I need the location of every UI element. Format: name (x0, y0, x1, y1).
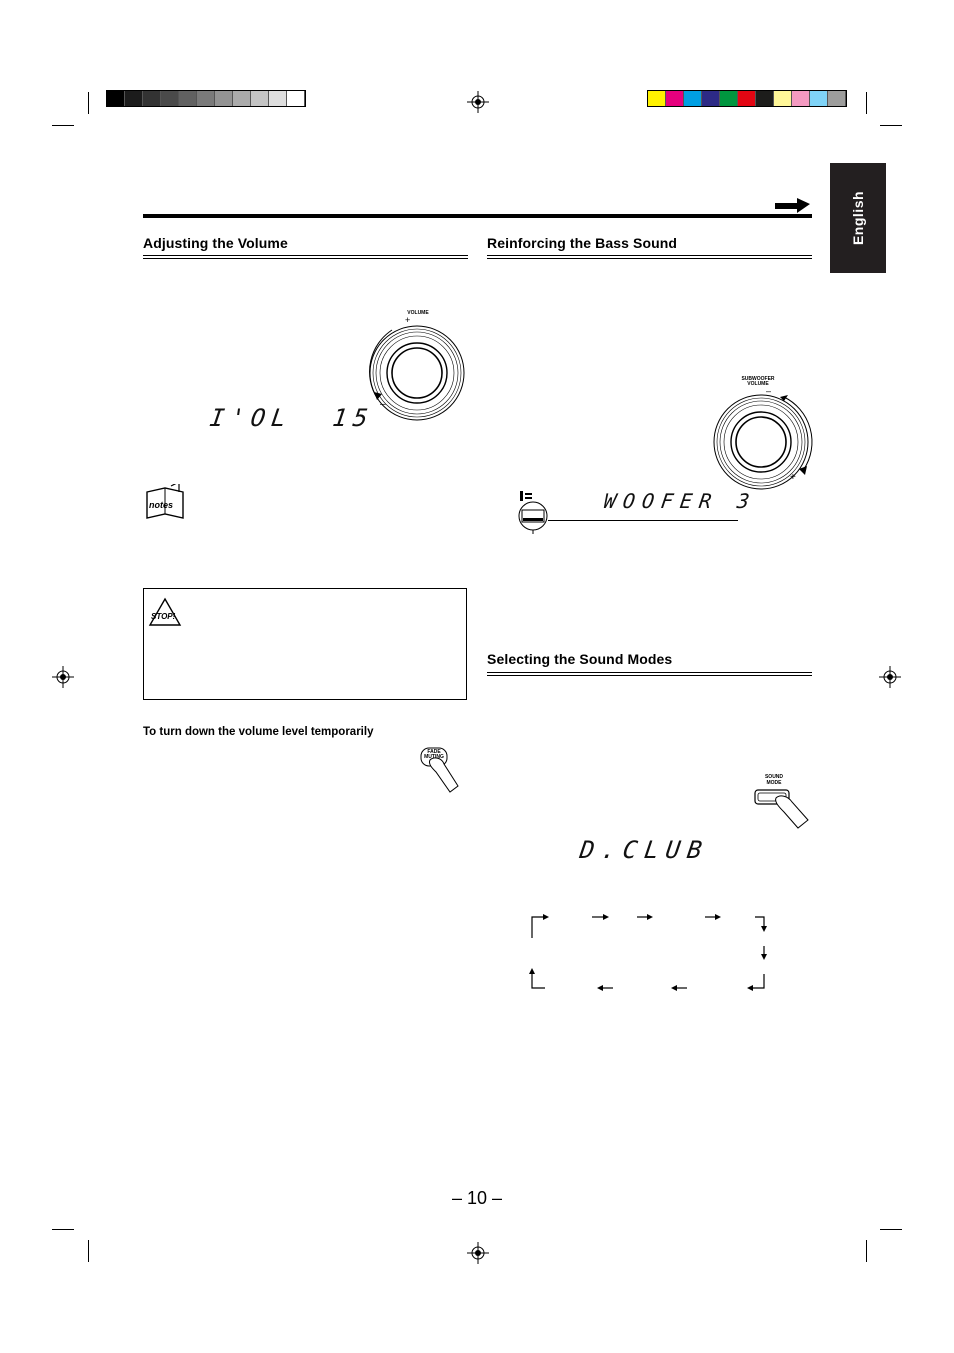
crop-mark (880, 125, 902, 126)
color-swatch (756, 91, 774, 106)
volume-heading: Adjusting the Volume (143, 235, 288, 251)
registration-target-icon (879, 666, 901, 688)
process-color-bar (647, 90, 847, 107)
mode-label: MODE (766, 780, 782, 786)
color-swatch (702, 91, 720, 106)
fade-label: FADE (427, 749, 441, 755)
page-number: – 10 – (451, 1188, 503, 1208)
color-swatch (684, 91, 702, 106)
color-swatch (810, 91, 828, 106)
crop-mark (866, 1240, 867, 1262)
sound-mode-heading: Selecting the Sound Modes (487, 651, 673, 667)
registration-target-icon (52, 666, 74, 688)
stop-icon-label: STOP! (151, 612, 176, 621)
temporary-volume-heading: To turn down the volume level temporarily (143, 726, 374, 738)
volume-minus-label: – (380, 399, 386, 410)
top-rule (143, 214, 812, 218)
section-rule (143, 255, 468, 259)
gray-swatch (215, 91, 233, 106)
gray-swatch (179, 91, 197, 106)
crop-mark (880, 1229, 902, 1230)
gray-swatch (251, 91, 269, 106)
language-tab (830, 163, 886, 273)
sound-mode-display: D.CLUB (578, 836, 711, 864)
sound-label: SOUND (764, 774, 784, 780)
subwoofer-minus-label: – (766, 386, 772, 396)
gray-swatch (287, 91, 305, 106)
subwoofer-volume-knob[interactable] (706, 387, 816, 497)
muting-label: MUTING (424, 754, 444, 760)
crop-mark (866, 92, 867, 114)
language-tab-label: English (850, 190, 866, 246)
volume-display: I'OL 15 (208, 404, 376, 432)
volume-knob-label: VOLUME (407, 310, 429, 316)
color-swatch (720, 91, 738, 106)
crop-mark (52, 125, 74, 126)
section-rule (487, 255, 812, 259)
subwoofer-plus-label: + (790, 472, 796, 483)
section-rule (487, 672, 812, 676)
warning-box (143, 588, 467, 700)
registration-target-icon (467, 91, 489, 113)
registration-target-icon (467, 1242, 489, 1264)
notes-icon-label: notes (149, 500, 174, 510)
crop-mark (88, 92, 89, 114)
gray-scale-bar (106, 90, 306, 107)
gray-swatch (161, 91, 179, 106)
bass-heading: Reinforcing the Bass Sound (487, 235, 678, 251)
subwoofer-label: SUBWOOFER (741, 376, 775, 382)
color-swatch (774, 91, 792, 106)
display-indicator-icon (517, 490, 551, 534)
subwoofer-volume-label: VOLUME (747, 381, 769, 387)
gray-swatch (107, 91, 125, 106)
woofer-display: WOOFER 3 (602, 489, 759, 513)
gray-swatch (269, 91, 287, 106)
crop-mark (52, 1229, 74, 1230)
crop-mark (88, 1240, 89, 1262)
color-swatch (666, 91, 684, 106)
volume-knob[interactable] (362, 318, 472, 428)
sound-mode-cycle-diagram (525, 908, 775, 994)
volume-plus-label: + (405, 315, 411, 325)
continue-arrow-icon (775, 194, 811, 214)
color-swatch (828, 91, 846, 106)
display-underline (548, 520, 738, 521)
color-swatch (738, 91, 756, 106)
sound-mode-button[interactable] (752, 788, 812, 830)
gray-swatch (143, 91, 161, 106)
color-swatch (792, 91, 810, 106)
gray-swatch (233, 91, 251, 106)
gray-swatch (125, 91, 143, 106)
color-swatch (648, 91, 666, 106)
gray-swatch (197, 91, 215, 106)
